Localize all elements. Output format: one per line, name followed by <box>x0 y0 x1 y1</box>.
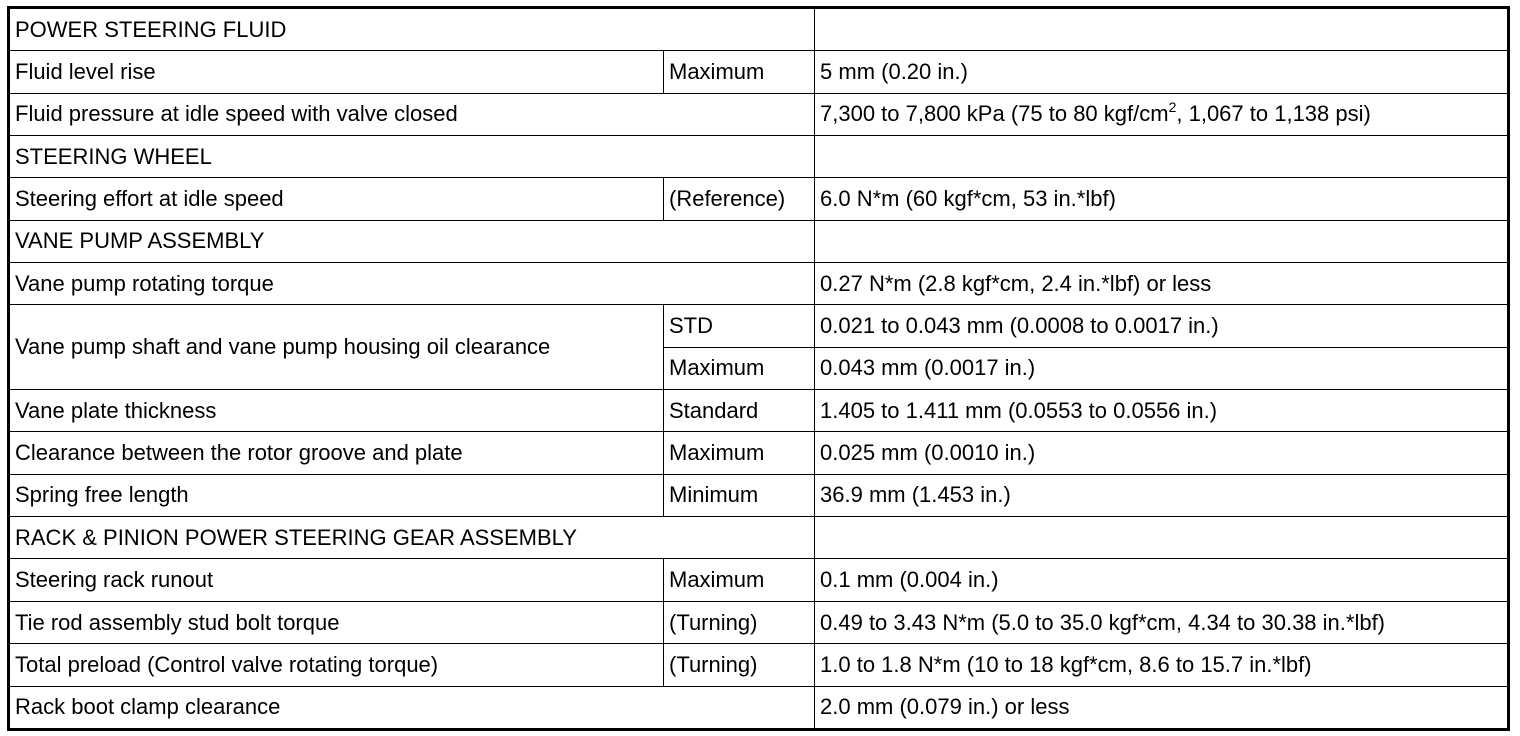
spec-condition: Maximum <box>664 432 815 474</box>
section-row <box>9 8 1509 51</box>
spec-item-label: Steering rack runout <box>9 559 664 601</box>
spec-condition: STD <box>664 305 815 347</box>
spec-value: 0.27 N*m (2.8 kgf*cm, 2.4 in.*lbf) or less <box>815 263 1509 305</box>
specification-table <box>7 6 1510 731</box>
spec-condition: Maximum <box>664 51 815 93</box>
spec-value: 1.405 to 1.411 mm (0.0553 to 0.0556 in.) <box>815 390 1509 432</box>
spec-condition: Minimum <box>664 474 815 516</box>
spec-value: 2.0 mm (0.079 in.) or less <box>815 686 1509 729</box>
spec-value: 0.1 mm (0.004 in.) <box>815 559 1509 601</box>
spec-value: 6.0 N*m (60 kgf*cm, 53 in.*lbf) <box>815 178 1509 220</box>
spec-item-label: Steering effort at idle speed <box>9 178 664 220</box>
spec-row <box>9 474 1509 516</box>
spec-item-label: Vane pump shaft and vane pump housing oil clearance <box>9 305 664 390</box>
spec-value <box>815 93 1509 135</box>
spec-value-main: 7,300 to 7,800 kPa (75 to 80 kgf/cm <box>820 101 1169 127</box>
spec-row <box>9 51 1509 93</box>
empty-value-cell <box>815 220 1509 262</box>
spec-row <box>9 432 1509 474</box>
spec-item-label: Total preload (Control valve rotating torque) <box>9 644 664 686</box>
spec-value: 0.021 to 0.043 mm (0.0008 to 0.0017 in.) <box>815 305 1509 347</box>
spec-value: 36.9 mm (1.453 in.) <box>815 474 1509 516</box>
spec-item-label: Vane pump rotating torque <box>9 263 815 305</box>
spec-item-label: Spring free length <box>9 474 664 516</box>
spec-value: 0.025 mm (0.0010 in.) <box>815 432 1509 474</box>
spec-condition: (Turning) <box>664 601 815 643</box>
spec-condition: Maximum <box>664 559 815 601</box>
spec-condition: Standard <box>664 390 815 432</box>
spec-row <box>9 559 1509 601</box>
empty-value-cell <box>815 517 1509 559</box>
spec-item-label: Rack boot clamp clearance <box>9 686 815 729</box>
spec-value: 1.0 to 1.8 N*m (10 to 18 kgf*cm, 8.6 to 15.7 in.*lbf) <box>815 644 1509 686</box>
section-title: POWER STEERING FLUID <box>9 8 815 51</box>
spec-row <box>9 644 1509 686</box>
spec-item-label: Vane plate thickness <box>9 390 664 432</box>
empty-value-cell <box>815 136 1509 178</box>
superscript: 2 <box>1168 99 1177 116</box>
spec-value: 5 mm (0.20 in.) <box>815 51 1509 93</box>
spec-row <box>9 178 1509 220</box>
spec-item-label: Clearance between the rotor groove and plate <box>9 432 664 474</box>
spec-row <box>9 601 1509 643</box>
spec-condition: (Turning) <box>664 644 815 686</box>
spec-value: 0.49 to 3.43 N*m (5.0 to 35.0 kgf*cm, 4.34 to 30.38 in.*lbf) <box>815 601 1509 643</box>
spec-row <box>9 305 1509 347</box>
spec-value: 0.043 mm (0.0017 in.) <box>815 347 1509 389</box>
spec-item-label: Fluid level rise <box>9 51 664 93</box>
section-title: VANE PUMP ASSEMBLY <box>9 220 815 262</box>
section-title: RACK & PINION POWER STEERING GEAR ASSEMBLY <box>9 517 815 559</box>
section-row <box>9 220 1509 262</box>
spec-row <box>9 390 1509 432</box>
spec-row <box>9 263 1509 305</box>
section-row <box>9 136 1509 178</box>
section-row <box>9 517 1509 559</box>
spec-item-label: Fluid pressure at idle speed with valve closed <box>9 93 815 135</box>
empty-value-cell <box>815 8 1509 51</box>
section-title: STEERING WHEEL <box>9 136 815 178</box>
spec-row <box>9 93 1509 135</box>
spec-condition: (Reference) <box>664 178 815 220</box>
spec-item-label: Tie rod assembly stud bolt torque <box>9 601 664 643</box>
spec-row <box>9 686 1509 729</box>
spec-value-tail: , 1,067 to 1,138 psi) <box>1176 101 1371 127</box>
spec-condition: Maximum <box>664 347 815 389</box>
